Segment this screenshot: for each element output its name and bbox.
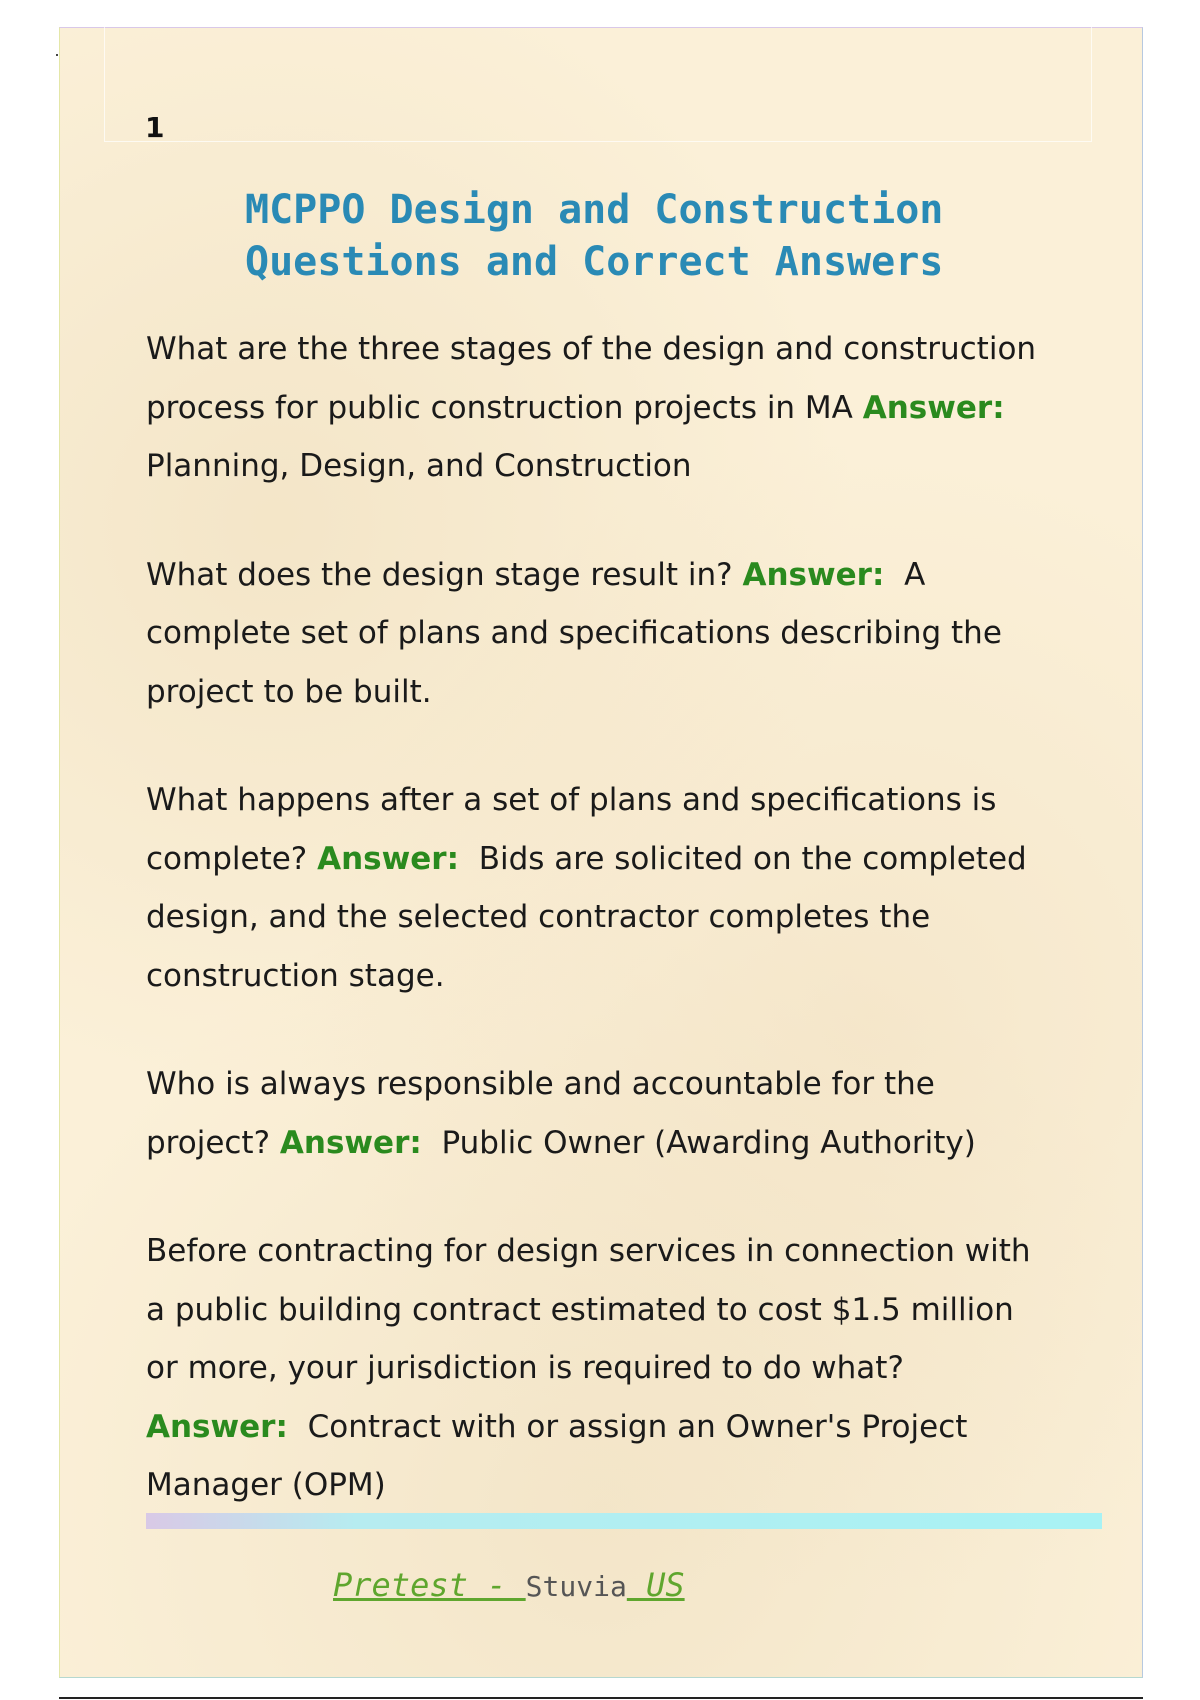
qa-item [146,546,1046,722]
qa-item [146,1222,1046,1515]
question-text: Who is always responsible and accountable for the project? [146,1066,935,1161]
question-text: What happens after a set of plans and specifications is complete? [146,782,997,877]
qa-item [146,320,1046,496]
footer-us-link[interactable]: US [626,1566,685,1604]
answer-label: Answer: [862,389,1005,426]
answer-text: Contract with or assign an Owner's Project Manager (OPM) [146,1408,968,1503]
answer-text: Public Owner (Awarding Authority) [441,1124,976,1161]
page-number: 1 [145,111,165,144]
answer-label: Answer: [317,840,459,877]
answer-label: Answer: [146,1408,288,1445]
footer-stuvia-text: Stuvia [525,1570,627,1603]
answer-text: Planning, Design, and Construction [146,448,692,484]
footer-pretest-link[interactable]: Pretest - [333,1566,526,1604]
bottom-rule [59,1697,1143,1699]
qa-item [146,1055,1046,1172]
qa-list [146,320,1046,1565]
footer-watermark [333,1565,685,1607]
question-text: Before contracting for design services in connection with a public building contract estimated to cost $1.5 million or more, your jurisdiction is required to do what? [146,1233,1031,1386]
qa-item [146,771,1046,1005]
answer-label: Answer: [279,1124,422,1161]
gradient-divider [146,1513,1102,1529]
corner-mark [56,54,58,56]
answer-label: Answer: [742,556,885,593]
document-title: MCPPO Design and Construction Questions and Correct Answers [245,187,944,285]
answer-text: Bids are solicited on the completed design, and the selected contractor completes the construction stage. [146,840,1027,994]
header-frame [104,27,1092,142]
answer-text: A complete set of plans and specifications describing the project to be built. [146,556,1002,710]
question-text: What does the design stage result in? [146,556,733,593]
question-text: What are the three stages of the design and construction process for public construction projects in MA [146,331,1037,426]
